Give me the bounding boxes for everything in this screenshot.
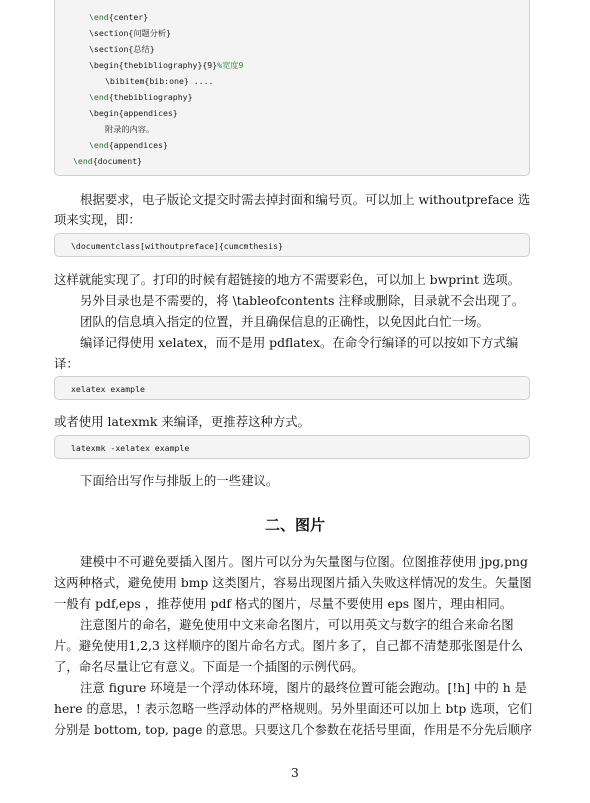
page-number: 3 xyxy=(291,766,299,780)
code-block-documentclass xyxy=(54,233,530,257)
paragraph-line: 注意 figure 环境是一个浮动体环境，图片的最终位置可能会跑动。[!h] 中的 h 是 xyxy=(80,680,528,695)
paragraph-line: 项来实现，即： xyxy=(54,212,141,227)
paragraph-line: 编译记得使用 xelatex，而不是用 pdflatex。在命令行编译的可以按如下方式编 xyxy=(80,335,519,350)
code-line: \end{thebibliography} xyxy=(89,92,193,102)
paragraph-line: 译： xyxy=(54,356,79,371)
code-block-latexmk xyxy=(54,435,530,459)
code-line: \documentclass[withoutpreface]{cumcmthesis} xyxy=(71,241,283,251)
paragraph-line: 另外目录也是不需要的，将 \tableofcontents 注释或删除，目录就不会出现了。 xyxy=(80,293,525,308)
paragraph-line: 团队的信息填入指定的位置，并且确保信息的正确性，以免因此白忙一场。 xyxy=(80,314,489,329)
code-line: latexmk -xelatex example xyxy=(71,443,190,453)
paragraph-line: 下面给出写作与排版上的一些建议。 xyxy=(80,473,279,488)
paragraph-line: 注意图片的命名，避免使用中文来命名图片，可以用英文与数字的组合来命名图 xyxy=(80,617,514,632)
paragraph-line: here 的意思，! 表示忽略一些浮动体的严格规则。另外里面还可以加上 btp 选项，它们 xyxy=(54,701,533,716)
code-line: \begin{thebibliography}{9}%宽度9 xyxy=(89,60,244,70)
code-line: \end{appendices} xyxy=(89,140,168,150)
code-block-latex-ending xyxy=(54,0,530,176)
code-line: xelatex example xyxy=(71,384,145,394)
code-line: \end{center} xyxy=(89,12,149,22)
paragraph-line: 根据要求，电子版论文提交时需去掉封面和编号页。可以加上 withoutpreface 选 xyxy=(80,192,531,207)
code-line: \begin{appendices} xyxy=(89,108,178,118)
code-line: \bibitem{bib:one} .... xyxy=(105,76,214,86)
paragraph-line: 这样就能实现了。打印的时候有超链接的地方不需要彩色，可以加上 bwprint 选项。 xyxy=(54,272,521,287)
section-heading: 二、图片 xyxy=(264,516,325,534)
code-block-xelatex xyxy=(54,376,530,400)
paragraph-line: 或者使用 latexmk 来编译，更推荐这种方式。 xyxy=(54,414,311,429)
paragraph-line: 片。避免使用1,2,3 这样顺序的图片命名方式。图片多了，自己都不清楚那张图是什么 xyxy=(54,638,524,653)
code-line: 附录的内容。 xyxy=(105,124,155,134)
paragraph-line: 建模中不可避免要插入图片。图片可以分为矢量图与位图。位图推荐使用 jpg,png xyxy=(80,554,528,569)
paragraph-line: 分别是 bottom, top, page 的意思。只要这几个参数在花括号里面，作用是不分先后顺序 xyxy=(54,722,533,737)
code-line: \section{问题分析} xyxy=(89,28,172,38)
paragraph-line: 一般有 pdf,eps ，推荐使用 pdf 格式的图片，尽量不要使用 eps 图片，理由相同。 xyxy=(54,596,513,611)
code-line: \section{总结} xyxy=(89,44,155,54)
paragraph-line: 了，命名尽量让它有意义。下面是一个插图的示例代码。 xyxy=(54,659,364,674)
paragraph-line: 这两种格式，避免使用 bmp 这类图片，容易出现图片插入失败这样情况的发生。矢量图 xyxy=(54,575,532,590)
code-line: \end{document} xyxy=(73,156,143,166)
